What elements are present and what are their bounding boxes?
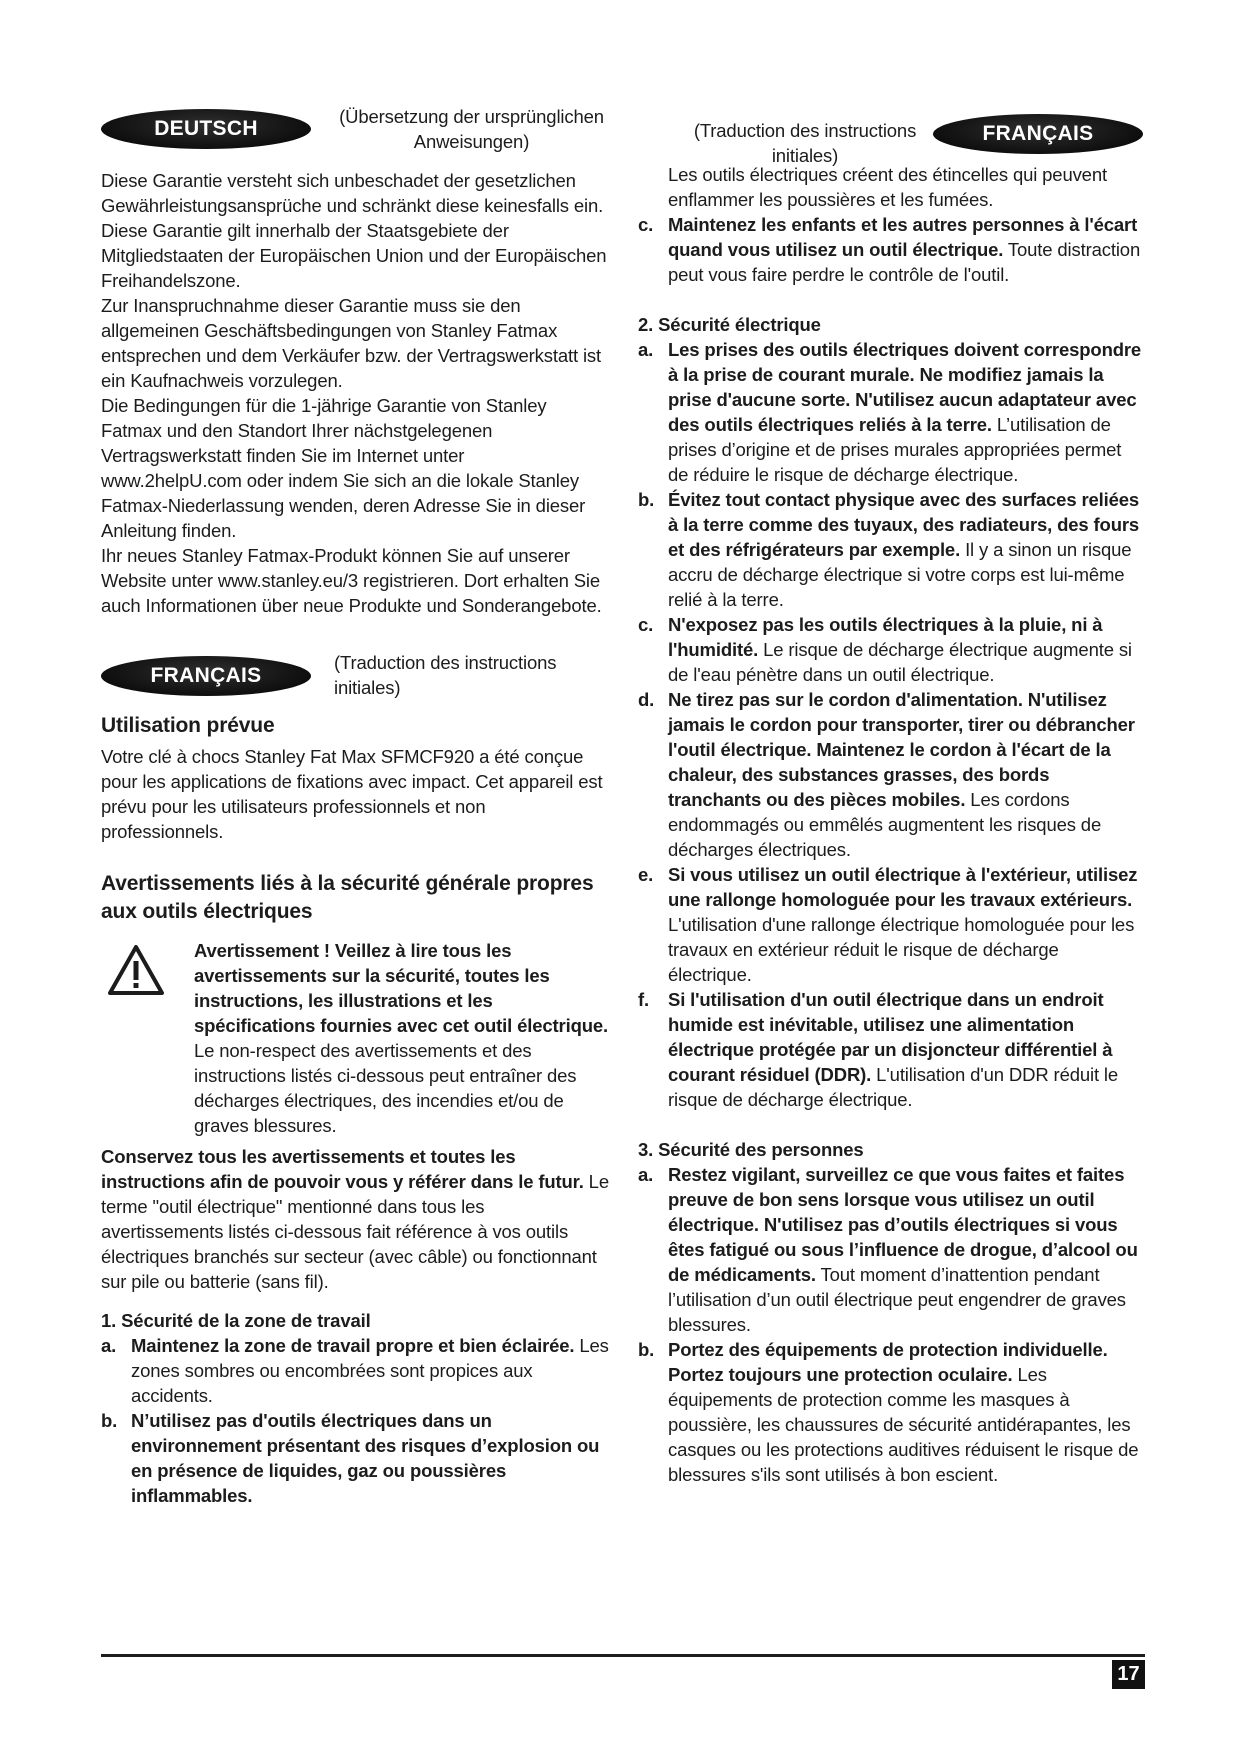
de-paragraph: Diese Garantie versteht sich unbeschadet der gesetzlichen Gewährleistungsansprüche und schränkt diese keinesfalls ein. Diese Garantie gilt innerhalb der Staatsgebiete der Mitgliedstaaten der Europäischen Union und der Europäischen Freihandelszone. [101, 170, 607, 291]
list-item-bold: N'exposez pas les outils électriques à la pluie, ni à l'humidité. [668, 614, 1103, 660]
list-item-label: c. [638, 214, 654, 235]
list-item-label: e. [638, 864, 654, 885]
deutsch-header [101, 106, 609, 162]
list-item-bold: Maintenez la zone de travail propre et bien éclairée. [131, 1335, 575, 1356]
keep-instructions-regular: Le terme "outil électrique" mentionné dans tous les avertissements listés ci-dessous fait référence à vos outils électriques branchés sur secteur (avec câble) ou fonctionnant sur pile ou batterie (sans fil). [101, 1171, 609, 1292]
francais-header [101, 652, 609, 706]
deutsch-subtitle: (Übersetzung der ursprünglichen Anweisungen) [339, 106, 604, 152]
list-item [638, 987, 1145, 1112]
list-item-bold: Si vous utilisez un outil électrique à l'extérieur, utilisez une rallonge homologuée pour les travaux extérieurs. [668, 864, 1138, 910]
list-item-bold: Les prises des outils électriques doivent correspondre à la prise de courant murale. Ne modifiez jamais la prise d'aucune sorte. N'utilisez aucun adaptateur avec des outils électriques reliés à la terre. [668, 339, 1142, 435]
list-item [638, 687, 1145, 862]
warning-triangle-icon [107, 944, 165, 996]
list-item-label: a. [638, 1164, 654, 1185]
de-paragraph: Die Bedingungen für die 1-jährige Garantie von Stanley Fatmax und den Standort Ihrer nächstgelegenen Vertragswerkstatt finden Sie im Internet unter www.2helpU.com oder indem Sie sich an die lokale Stanley Fatmax-Niederlassung wenden, deren Adresse Sie in dieser Anleitung finden. [101, 395, 586, 541]
keep-instructions-text [101, 1144, 609, 1294]
list-item [638, 337, 1145, 487]
list-item-text: Il y a sinon un risque accru de décharge électrique si votre corps est lui-même relié à la terre. [668, 539, 1132, 610]
list-item-label: d. [638, 689, 655, 710]
section-heading: 3. Sécurité des personnes [638, 1139, 864, 1160]
language-pill-deutsch: DEUTSCH [101, 109, 311, 149]
footer-rule [101, 1654, 1145, 1657]
left-column [101, 106, 609, 1508]
page-number: 17 [1112, 1660, 1145, 1689]
list-item [101, 1408, 609, 1508]
continued-text-wrap [638, 162, 1145, 212]
list-item-bold: Maintenez les enfants et les autres personnes à l'écart quand vous utilisez un outil électrique. [668, 214, 1138, 260]
language-pill-francais-right: FRANÇAIS [933, 114, 1143, 154]
intended-use-text: Votre clé à chocs Stanley Fat Max SFMCF920 a été conçue pour les applications de fixations avec impact. Cet appareil est prévu pour les utilisateurs professionnels et non professionnels. [101, 746, 603, 842]
list-item-text: Les équipements de protection comme les masques à poussière, les chaussures de sécurité antidérapantes, les casques ou les protections auditives réduisent le risque de blessures s'ils sont utilisés à bon escient. [668, 1364, 1139, 1485]
warning-text [194, 938, 609, 1138]
list-item [638, 1162, 1145, 1337]
heading-general-safety: Avertissements liés à la sécurité générale propres aux outils électriques [101, 872, 594, 923]
list-item-bold: Évitez tout contact physique avec des surfaces reliées à la terre comme des tuyaux, des radiateurs, des fours et des réfrigérateurs par exemple. [668, 489, 1140, 560]
list-item [638, 612, 1145, 687]
list-item-bold: Portez des équipements de protection individuelle. Portez toujours une protection oculaire. [668, 1339, 1108, 1385]
list-item-bold: Si l'utilisation d'un outil électrique dans un endroit humide est inévitable, utilisez une alimentation électrique protégée par un disjoncteur différentiel à courant résiduel (DDR). [668, 989, 1113, 1085]
list-item-text: L’utilisation de prises d’origine et de prises murales appropriées permet de réduire le risque de décharge électrique. [668, 414, 1122, 485]
list-item-text: L'utilisation d'un DDR réduit le risque de décharge électrique. [668, 1064, 1119, 1110]
list-item-label: a. [101, 1335, 117, 1356]
right-francais-subtitle: (Traduction des instructions initiales) [693, 120, 917, 166]
list-item-label: b. [638, 1339, 655, 1360]
list-item [638, 862, 1145, 987]
list-item-bold: N’utilisez pas d'outils électriques dans un environnement présentant des risques d’explosion ou en présence de liquides, gaz ou poussières inflammables. [131, 1410, 600, 1506]
heading-intended-use: Utilisation prévue [101, 714, 275, 737]
list-item-text: Toute distraction peut vous faire perdre le contrôle de l'outil. [668, 239, 1141, 285]
list-item-text: Le risque de décharge électrique augmente si de l'eau pénètre dans un outil électrique. [668, 639, 1132, 685]
list-item-label: b. [101, 1410, 118, 1431]
list-item-text: L'utilisation d'une rallonge électrique homologuée pour les travaux en extérieur réduit le risque de décharge électrique. [668, 914, 1135, 985]
section-heading: 1. Sécurité de la zone de travail [101, 1310, 371, 1331]
de-paragraph: Ihr neues Stanley Fatmax-Produkt können Sie auf unserer Website unter www.stanley.eu/3 registrieren. Dort erhalten Sie auch Informationen über neue Produkte und Sonderangebote. [101, 545, 602, 616]
warning-text-regular: Le non-respect des avertissements et des instructions listés ci-dessous peut entraîner des décharges électriques, des incendies et/ou de graves blessures. [194, 1040, 577, 1136]
de-paragraph: Zur Inanspruchnahme dieser Garantie muss sie den allgemeinen Geschäftsbedingungen von Stanley Fatmax entsprechen und dem Verkäufer bzw. der Vertragswerkstatt ist ein Kaufnachweis vorzulegen. [101, 295, 602, 391]
list-item-label: f. [638, 989, 650, 1010]
warning-block [101, 938, 609, 1138]
list-item-text: Tout moment d’inattention pendant l’utilisation d’un outil électrique peut engendrer de graves blessures. [668, 1264, 1126, 1335]
list-item-text: Les zones sombres ou encombrées sont propices aux accidents. [131, 1335, 609, 1406]
list-item [638, 1337, 1145, 1487]
francais-subtitle: (Traduction des instructions initiales) [334, 652, 557, 698]
list-item-label: a. [638, 339, 654, 360]
list-item [638, 487, 1145, 612]
language-pill-francais: FRANÇAIS [101, 656, 311, 696]
list-item-bold: Ne tirez pas sur le cordon d'alimentation. N'utilisez jamais le cordon pour transporter, tirer ou débrancher l'outil électrique. Maintenez le cordon à l'écart de la chaleur, des substances grasses, des bords tranchants ou des pièces mobiles. [668, 689, 1135, 810]
list-item [638, 212, 1145, 287]
list-item-text: Les cordons endommagés ou emmêlés augmentent les risques de décharges électriques. [668, 789, 1102, 860]
list-item-label: b. [638, 489, 655, 510]
section-heading: 2. Sécurité électrique [638, 314, 821, 335]
warning-text-bold: Avertissement ! Veillez à lire tous les avertissements sur la sécurité, toutes les instructions, les illustrations et les spécifications fournies avec cet outil électrique. [194, 940, 609, 1036]
right-francais-header [638, 112, 1145, 166]
list-item [101, 1333, 609, 1408]
list-item-bold: Restez vigilant, surveillez ce que vous faites et faites preuve de bon sens lorsque vous utilisez un outil électrique. N'utilisez pas d’outils électriques si vous êtes fatigué ou sous l’influence de drogue, d’alcool ou de médicaments. [668, 1164, 1138, 1285]
list-item-label: c. [638, 614, 654, 635]
continued-text: Les outils électriques créent des étincelles qui peuvent enflammer les poussières et les fumées. [668, 164, 1107, 210]
keep-instructions-bold: Conservez tous les avertissements et toutes les instructions afin de pouvoir vous y référer dans le futur. [101, 1146, 584, 1192]
right-column [638, 112, 1145, 1487]
